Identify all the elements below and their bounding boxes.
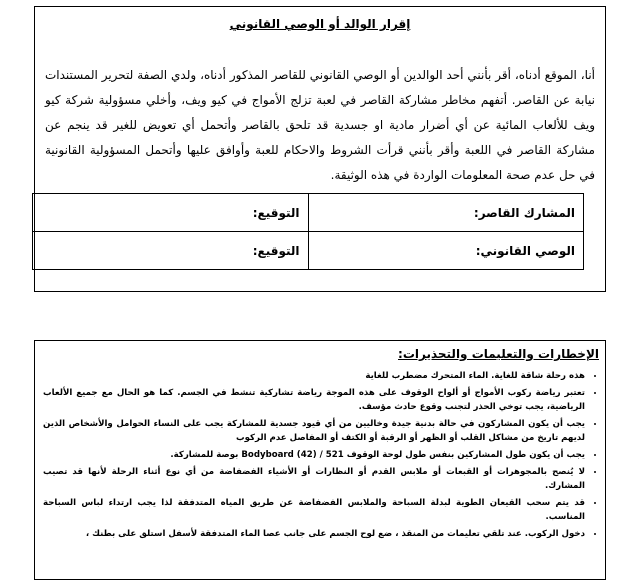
list-item: • دخول الركوب. عند تلقي تعليمات من المنقذ ، ضع لوح الجسم على جانب عصا الماء المتدفقة لأسفل استلق على بطنك ، [43, 527, 585, 541]
signature-table [32, 193, 584, 270]
list-item: • قد يتم سحب القيعان الطوية لبدلة السباحة والملابس الفضفاضة عن طريق المياه المتدفقة لذا يجب ارتداء لباس السباحة المناسب. [43, 496, 585, 524]
table-row [33, 232, 584, 270]
guardian-signature-label[interactable]: التوقيع: [33, 232, 309, 270]
list-item: • لا يُنصح بالمجوهرات أو القبعات أو ملابس القدم أو النظارات أو الأشياء الفضفاضة من أي نوع أثناء الرحلة لأنها قد تصيب المشارك. [43, 465, 585, 493]
table-row [33, 194, 584, 232]
warnings-list [43, 369, 599, 544]
list-item: • يجب أن يكون طول المشاركين بنفس طول لوحة الوقوف 521 / Bodyboard (42) بوصة للمشاركة. [43, 448, 585, 462]
consent-title: إقرار الوالد أو الوصي القانوني [229, 17, 411, 31]
minor-signature-label[interactable]: التوقيع: [33, 194, 309, 232]
minor-participant-label: المشارك القاصر: [308, 194, 584, 232]
list-item: • هذه رحلة شاقة للغاية. الماء المتحرك مضطرب للغاية [43, 369, 585, 383]
list-item: • يجب أن يكون المشاركون في حالة بدنية جيدة وخاليين من أي قيود جسدية للمشاركة يجب على النساء الحوامل والأشخاص الذين لديهم تاريخ من مشاكل القلب أو الظهر أو الرقبة أو الكتف أو المفاصل عدم الركوب [43, 417, 585, 445]
warnings-section [34, 340, 606, 580]
consent-body: أنا، الموقع أدناه، أقر بأنني أحد الوالدين أو الوصي القانوني للقاصر المذكور أدناه، ولدي الصفة لتحرير المستندات نيابة عن القاصر. أتفهم مخاطر مشاركة القاصر في لعبة تزلج الأمواج في كيو ويف، وأخلي مسؤولية شركة كيو ويف للألعاب المائية عن أي أضرار مادية او جسدية قد تلحق بالقاصر وأتحمل أي تعويض للغير قد ينجم عن مشاركة القاصر في اللعبة وأقر بأنني قرأت الشروط والاحكام للعبة وأوافق عليها وأتحمل المسؤولية القانونية في حل عدم صحة المعلومات الواردة في هذه الوثيقة. [45, 68, 595, 182]
legal-guardian-label: الوصي القانوني: [308, 232, 584, 270]
warnings-title: الإخطارات والتعليمات والتحذيرات: [398, 347, 599, 361]
list-item: • تعتبر رياضة ركوب الأمواج أو ألواح الوقوف على هذه الموجة رياضة تشاركية تنشط في الجسم. كما هو الحال مع جميع الألعاب الرياضية، يجب توخي الحذر لتجنب وقوع حادث مؤسف. [43, 386, 585, 414]
